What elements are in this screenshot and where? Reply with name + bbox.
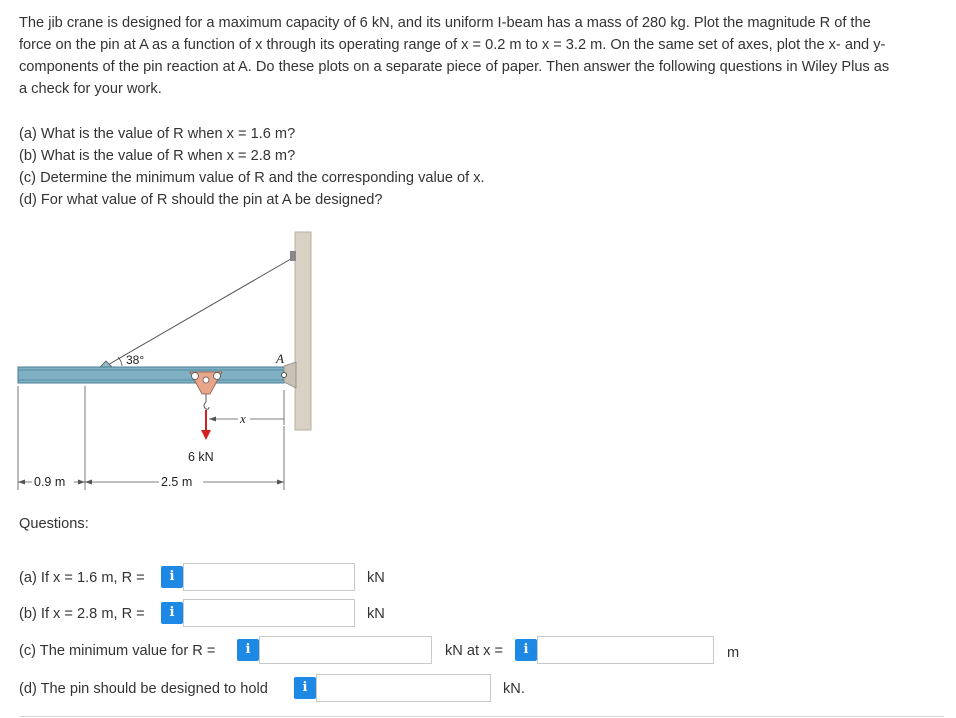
answer-b-unit: kN xyxy=(367,606,385,622)
dim-0-9-arrow-left xyxy=(18,480,25,485)
point-a-label: A xyxy=(276,351,284,366)
answer-c-input[interactable] xyxy=(259,636,432,664)
answer-d-unit: kN. xyxy=(503,681,525,697)
intro-line-2: force on the pin at A as a function of x through its operating range of x = 0.2 m to x = 3.2 m. On the same set of axes, plot the x- and y- xyxy=(19,37,886,53)
angle-label: 38° xyxy=(126,353,145,367)
load-arrow-head xyxy=(201,430,211,440)
trolley-wheel-right xyxy=(214,373,221,380)
info-icon[interactable]: i xyxy=(161,566,183,588)
trolley-wheel-left xyxy=(192,373,199,380)
answer-c-label: (c) The minimum value for R = xyxy=(19,643,216,659)
answer-a-unit: kN xyxy=(367,570,385,586)
answer-c-x-input[interactable] xyxy=(537,636,714,664)
questions-heading: Questions: xyxy=(19,516,89,532)
bottom-divider xyxy=(19,716,944,717)
jib-crane-diagram xyxy=(14,230,314,498)
jib-crane-figure xyxy=(14,230,314,498)
answer-b-input[interactable] xyxy=(183,599,355,627)
dim-2-5-label: 2.5 m xyxy=(161,475,193,489)
info-icon[interactable]: i xyxy=(294,677,316,699)
intro-line-4: a check for your work. xyxy=(19,81,162,97)
x-dim-arrow-left xyxy=(209,417,216,422)
dim-0-9-label: 0.9 m xyxy=(34,475,66,489)
answer-d-label: (d) The pin should be designed to hold xyxy=(19,681,268,697)
answer-c-unit: kN at x = xyxy=(445,643,503,659)
hook xyxy=(204,402,209,409)
load-label: 6 kN xyxy=(188,450,214,464)
info-icon[interactable]: i xyxy=(515,639,537,661)
info-icon[interactable]: i xyxy=(161,602,183,624)
answer-b-label: (b) If x = 2.8 m, R = xyxy=(19,606,145,622)
question-b-text: (b) What is the value of R when x = 2.8 m? xyxy=(19,148,296,164)
wall xyxy=(295,232,311,430)
answer-a-input[interactable] xyxy=(183,563,355,591)
i-beam xyxy=(18,367,284,383)
dim-2-5-arrow-left xyxy=(85,480,92,485)
intro-line-3: components of the pin reaction at A. Do these plots on a separate piece of paper. Then answer the following questions in Wiley Plus as xyxy=(19,59,890,75)
info-icon[interactable]: i xyxy=(237,639,259,661)
problem-statement xyxy=(19,12,944,100)
question-a-text: (a) What is the value of R when x = 1.6 m? xyxy=(19,126,296,142)
dim-0-9-arrow-right xyxy=(78,480,85,485)
answer-a-label: (a) If x = 1.6 m, R = xyxy=(19,570,145,586)
trolley-center xyxy=(203,377,209,383)
question-d-text: (d) For what value of R should the pin at A be designed? xyxy=(19,192,383,208)
x-label: x xyxy=(240,411,246,426)
pin-a xyxy=(282,373,287,378)
dim-2-5-arrow-right xyxy=(277,480,284,485)
cable-anchor xyxy=(290,251,296,261)
intro-line-1: The jib crane is designed for a maximum capacity of 6 kN, and its uniform I-beam has a mass of 280 kg. Plot the magnitude R of the xyxy=(19,15,871,31)
question-c-text: (c) Determine the minimum value of R and the corresponding value of x. xyxy=(19,170,485,186)
support-cable xyxy=(106,256,296,366)
answer-c-x-unit: m xyxy=(727,645,740,661)
answer-d-input[interactable] xyxy=(316,674,491,702)
